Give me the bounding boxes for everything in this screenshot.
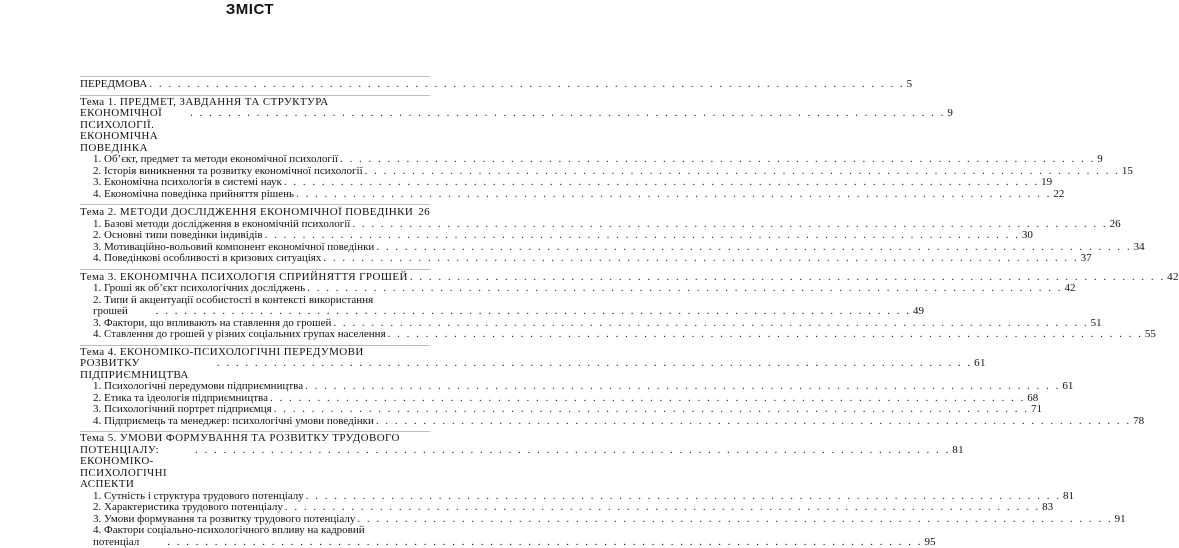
toc-item-title: 3. Мотиваційно-вольовий компонент економічної поведінки [93,242,374,254]
page-number: 51 [1091,318,1102,330]
toc-item-title: 4. Ставлення до грошей у різних соціальних групах населення [93,329,386,341]
toc-item-row[interactable] [80,404,430,416]
toc-intro-title: ПЕРЕДМОВА [80,79,147,91]
toc-item-row[interactable] [80,295,430,318]
page-number: 42 [1064,283,1075,295]
toc-theme-title-line: РОЗВИТКУ ПІДПРИЄМНИЦТВА [80,358,215,381]
page-number: 9 [1097,154,1103,166]
toc-item-title: 1. Сутність і структура трудового потенціалу [93,491,304,503]
toc-item-title: 1. Психологічні передумови підприємництва [93,381,303,393]
page-number: 37 [1081,253,1092,265]
toc-item-row[interactable] [80,253,430,265]
page-number: 61 [974,358,986,370]
toc-item-row[interactable] [80,230,430,242]
page-title: ЗМІСТ [0,0,500,20]
toc-item-title-line: 2. Типи й акцентуації особистості в контексті використання [93,294,373,306]
toc-theme-title-line: Тема 1. ПРЕДМЕТ, ЗАВДАННЯ ТА СТРУКТУРА [80,96,329,108]
toc-theme-row[interactable] [80,95,430,155]
toc-item-title: 1. Гроші як об’єкт психологічних досліджень [93,283,305,295]
page-number: 26 [418,207,430,219]
page-number: 34 [1134,242,1145,254]
dot-leader: . . . . . . . . . . . . . . . . . . . . . . . . . . . . . . . . . . . . . . . . . . . . . . . . . . . . . . . . . . . . . . . . . . . . . . . . . . . . . . . . [305,381,1060,393]
dot-leader: . . . . . . . . . . . . . . . . . . . . . . . . . . . . . . . . . . . . . . . . . . . . . . . . . . . . . . . . . . . . . . . . . . . . . . . . . . . . . . . . [284,177,1039,189]
toc-item-row[interactable] [80,502,430,514]
toc-item-title: 1. Базові методи дослідження в економічній психології [93,219,350,231]
toc-item-row[interactable] [80,329,430,341]
page-number: 15 [1122,166,1133,178]
dot-leader: . . . . . . . . . . . . . . . . . . . . . . . . . . . . . . . . . . . . . . . . . . . . . . . . . . . . . . . . . . . . . . . . . . . . . . . . . . . . . . . . [333,318,1088,330]
dot-leader: . . . . . . . . . . . . . . . . . . . . . . . . . . . . . . . . . . . . . . . . . . . . . . . . . . . . . . . . . . . . . . . . . . . . . . . . . . . . . . . . [340,154,1095,166]
page-number: 68 [1027,393,1038,405]
dot-leader: . . . . . . . . . . . . . . . . . . . . . . . . . . . . . . . . . . . . . . . . . . . . . . . . . . . . . . . . . . . . . . . . . . . . . . . . . . . . . . . . [167,537,922,548]
page-number: 49 [913,306,924,318]
toc-item-title: 3. Умови формування та розвитку трудового потенціалу [93,514,355,526]
dot-leader: . . . . . . . . . . . . . . . . . . . . . . . . . . . . . . . . . . . . . . . . . . . . . . . . . . . . . . . . . . . . . . . . . . . . . . . . . . . . . . . . [274,404,1029,416]
dot-leader: . . . . . . . . . . . . . . . . . . . . . . . . . . . . . . . . . . . . . . . . . . . . . . . . . . . . . . . . . . . . . . . . . . . . . . . . . . . . . . . . [195,445,950,457]
toc-item-title: 2. Етика та ідеологія підприємництва [93,393,268,405]
page-number: 55 [1145,329,1156,341]
dot-leader: . . . . . . . . . . . . . . . . . . . . . . . . . . . . . . . . . . . . . . . . . . . . . . . . . . . . . . . . . . . . . . . . . . . . . . . . . . . . . . . . [217,358,972,370]
dot-leader: . . . . . . . . . . . . . . . . . . . . . . . . . . . . . . . . . . . . . . . . . . . . . . . . . . . . . . . . . . . . . . . . . . . . . . . . . . . . . . . . [285,502,1040,514]
toc-item-title: 4. Підприємець та менеджер: психологічні умови поведінки [93,416,374,428]
page-number: 95 [924,537,935,548]
toc-item-title: 4. Економічна поведінка прийняття рішень [93,189,294,201]
dot-leader: . . . . . . . . . . . . . . . . . . . . . . . . . . . . . . . . . . . . . . . . . . . . . . . . . . . . . . . . . . . . . . . . . . . . . . . . . . . . . . . . [149,79,904,91]
toc-item-title-line: грошей [93,306,154,318]
toc-theme-row[interactable] [80,204,430,219]
toc-item-row[interactable] [80,525,430,548]
toc-item-title: 1. Об’єкт, предмет та методи економічної психології [93,154,338,166]
toc-theme-title-line: ЕКОНОМІЧНОЇ ПСИХОЛОГІЇ. ЕКОНОМІЧНА ПОВЕДІНКА [80,108,188,154]
dot-leader: . . . . . . . . . . . . . . . . . . . . . . . . . . . . . . . . . . . . . . . . . . . . . . . . . . . . . . . . . . . . . . . . . . . . . . . . . . . . . . . . [265,230,1020,242]
dot-leader: . . . . . . . . . . . . . . . . . . . . . . . . . . . . . . . . . . . . . . . . . . . . . . . . . . . . . . . . . . . . . . . . . . . . . . . . . . . . . . . . [190,108,945,120]
toc-item-row[interactable] [80,381,430,393]
dot-leader: . . . . . . . . . . . . . . . . . . . . . . . . . . . . . . . . . . . . . . . . . . . . . . . . . . . . . . . . . . . . . . . . . . . . . . . . . . . . . . . . [357,514,1112,526]
dot-leader: . . . . . . . . . . . . . . . . . . . . . . . . . . . . . . . . . . . . . . . . . . . . . . . . . . . . . . . . . . . . . . . . . . . . . . . . . . . . . . . . [365,166,1120,178]
dot-leader: . . . . . . . . . . . . . . . . . . . . . . . . . . . . . . . . . . . . . . . . . . . . . . . . . . . . . . . . . . . . . . . . . . . . . . . . . . . . . . . . [323,253,1078,265]
toc-theme-title-line: ПОТЕНЦІАЛУ: ЕКОНОМІКО-ПСИХОЛОГІЧНІ АСПЕКТИ [80,445,193,491]
toc-theme-row[interactable] [80,345,430,382]
dot-leader: . . . . . . . . . . . . . . . . . . . . . . . . . . . . . . . . . . . . . . . . . . . . . . . . . . . . . . . . . . . . . . . . . . . . . . . . . . . . . . . . [410,272,1165,284]
page-number: 42 [1167,272,1179,284]
page-number: 83 [1042,502,1053,514]
dot-leader: . . . . . . . . . . . . . . . . . . . . . . . . . . . . . . . . . . . . . . . . . . . . . . . . . . . . . . . . . . . . . . . . . . . . . . . . . . . . . . . . [376,242,1131,254]
toc-theme-title-line: Тема 5. УМОВИ ФОРМУВАННЯ ТА РОЗВИТКУ ТРУДОВОГО [80,432,400,444]
page-number: 5 [907,79,913,91]
dot-leader: . . . . . . . . . . . . . . . . . . . . . . . . . . . . . . . . . . . . . . . . . . . . . . . . . . . . . . . . . . . . . . . . . . . . . . . . . . . . . . . . [296,189,1051,201]
page-number: 19 [1041,177,1052,189]
page-number: 61 [1062,381,1073,393]
page-number: 9 [947,108,953,120]
dot-leader: . . . . . . . . . . . . . . . . . . . . . . . . . . . . . . . . . . . . . . . . . . . . . . . . . . . . . . . . . . . . . . . . . . . . . . . . . . . . . . . . [376,416,1131,428]
page-number: 81 [952,445,964,457]
dot-leader: . . . . . . . . . . . . . . . . . . . . . . . . . . . . . . . . . . . . . . . . . . . . . . . . . . . . . . . . . . . . . . . . . . . . . . . . . . . . . . . . [270,393,1025,405]
toc-intro-row[interactable] [80,76,430,91]
page-number: 91 [1115,514,1126,526]
page-number: 71 [1031,404,1042,416]
toc-theme-title: Тема 2. МЕТОДИ ДОСЛІДЖЕННЯ ЕКОНОМІЧНОЇ ПОВЕДІНКИ [80,207,413,219]
toc-theme-row[interactable] [80,431,430,491]
page-number: 22 [1053,189,1064,201]
page-number: 26 [1110,219,1121,231]
table-of-contents [80,76,430,548]
toc-item-title: 3. Психологічний портрет підприємця [93,404,272,416]
toc-item-title: 4. Поведінкові особливості в кризових ситуаціях [93,253,321,265]
dot-leader: . . . . . . . . . . . . . . . . . . . . . . . . . . . . . . . . . . . . . . . . . . . . . . . . . . . . . . . . . . . . . . . . . . . . . . . . . . . . . . . . [156,306,911,318]
toc-item-title: 3. Економічна психологія в системі наук [93,177,282,189]
dot-leader: . . . . . . . . . . . . . . . . . . . . . . . . . . . . . . . . . . . . . . . . . . . . . . . . . . . . . . . . . . . . . . . . . . . . . . . . . . . . . . . . [388,329,1143,341]
toc-item-title: 3. Фактори, що впливають на ставлення до грошей [93,318,331,330]
toc-theme-row[interactable] [80,269,430,284]
toc-item-row[interactable] [80,416,430,428]
toc-item-row[interactable] [80,189,430,201]
toc-item-title: 2. Основні типи поведінки індивідів [93,230,263,242]
page-number: 30 [1022,230,1033,242]
dot-leader [415,207,416,219]
page-number: 81 [1063,491,1074,503]
dot-leader: . . . . . . . . . . . . . . . . . . . . . . . . . . . . . . . . . . . . . . . . . . . . . . . . . . . . . . . . . . . . . . . . . . . . . . . . . . . . . . . . [306,491,1061,503]
toc-item-title: 2. Історія виникнення та розвитку економічної психології [93,166,363,178]
toc-item-title-line: 4. Фактори соціально-психологічного впливу на кадровий [93,524,365,536]
toc-item-title: 2. Характеристика трудового потенціалу [93,502,283,514]
toc-item-title-line: потенціал [93,537,165,548]
toc-theme-title-line: Тема 4. ЕКОНОМІКО-ПСИХОЛОГІЧНІ ПЕРЕДУМОВИ [80,346,364,358]
toc-item-row[interactable] [80,177,430,189]
dot-leader: . . . . . . . . . . . . . . . . . . . . . . . . . . . . . . . . . . . . . . . . . . . . . . . . . . . . . . . . . . . . . . . . . . . . . . . . . . . . . . . . [352,219,1107,231]
toc-item-row[interactable] [80,154,430,166]
toc-theme-title: Тема 3. ЕКОНОМІЧНА ПСИХОЛОГІЯ СПРИЙНЯТТЯ ГРОШЕЙ [80,272,408,284]
dot-leader: . . . . . . . . . . . . . . . . . . . . . . . . . . . . . . . . . . . . . . . . . . . . . . . . . . . . . . . . . . . . . . . . . . . . . . . . . . . . . . . . [307,283,1062,295]
page-number: 78 [1133,416,1144,428]
